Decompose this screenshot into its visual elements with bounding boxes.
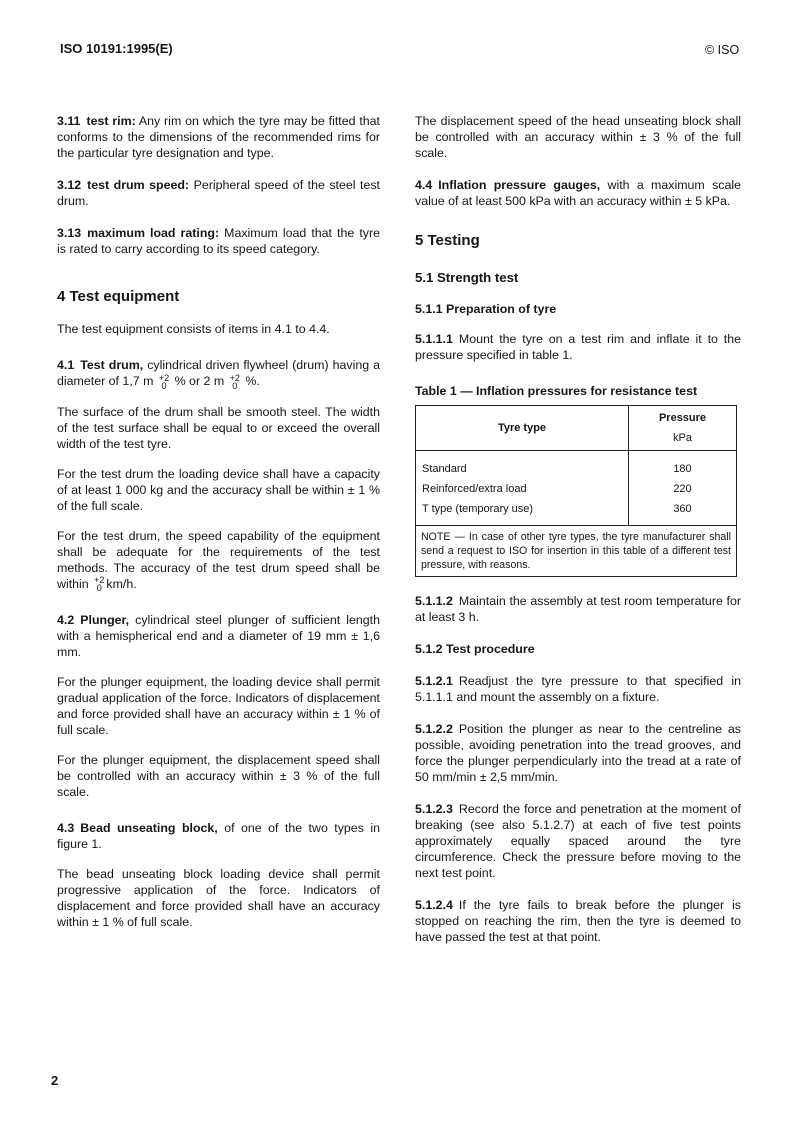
table-cell-pressure: 180 bbox=[673, 463, 692, 475]
copyright-mark: © ISO bbox=[705, 43, 740, 57]
clause-5-1-2-3: 5.1.2.3 Record the force and penetration at the moment of breaking (see also 5.1.2.7) at each of five test points approximately equally spaced around the tyre circumference. Check the pressure before moving to the next test point. bbox=[415, 802, 741, 880]
clause-4-1-para-2: For the test drum the loading device shall have a capacity of at least 1 000 kg and the accuracy shall be within ± 1 % of the full scale. bbox=[57, 466, 380, 513]
definition-3-13: 3.13 maximum load rating: Maximum load that the tyre is rated to carry according to its speed category. bbox=[57, 226, 380, 256]
section-5-1-heading: 5.1 Strength test bbox=[415, 270, 519, 285]
clause-5-1-2-2: 5.1.2.2 Position the plunger as near to the centreline as possible, avoiding penetration into the tread grooves, and force the plunger perpendicularly into the tread at a rate of 50 mm/min ± 2,5 mm/min. bbox=[415, 722, 741, 784]
table-1 bbox=[415, 405, 737, 577]
section-4-intro: The test equipment consists of items in 4.1 to 4.4. bbox=[57, 322, 330, 336]
table-column-pressure bbox=[629, 451, 737, 526]
table-cell-type: T type (temporary use) bbox=[422, 503, 534, 515]
right-column bbox=[415, 113, 741, 945]
tolerance-1: +2 0 bbox=[158, 372, 170, 391]
left-column bbox=[57, 113, 380, 930]
section-5-1-1-heading: 5.1.1 Preparation of tyre bbox=[415, 302, 557, 316]
tolerance-2: +2 0 bbox=[229, 372, 240, 391]
clause-4-3-para-2: The displacement speed of the head unseating block shall be controlled with an accuracy within ± 3 % of the full scale. bbox=[415, 114, 741, 160]
table-column-tyre-type bbox=[416, 451, 629, 526]
section-5-heading: 5 Testing bbox=[415, 232, 480, 249]
clause-5-1-1-1: 5.1.1.1 Mount the tyre on a test rim and inflate it to the pressure specified in table 1. bbox=[415, 332, 741, 362]
table-note: NOTE — In case of other tyre types, the tyre manufacturer shall send a request to ISO for insertion in this table of a different test pressure, with reasons. bbox=[416, 526, 737, 577]
table-cell-type: Standard bbox=[422, 463, 467, 475]
clause-4-2-para-1: For the plunger equipment, the loading device shall permit gradual application of the force. Indicators of displacement and force provided shall have an accuracy within ± 1 % of full scale. bbox=[57, 675, 380, 738]
definition-3-11: 3.11 test rim: Any rim on which the tyre may be fitted that conforms to the dimensions of the recommended rims for the particular tyre designation and type. bbox=[57, 114, 380, 160]
table-cell-pressure: 360 bbox=[673, 503, 692, 515]
table-header-pressure: Pressure kPa bbox=[629, 406, 737, 451]
tolerance-3: +2 0 bbox=[94, 575, 105, 594]
clause-4-3: 4.3 Bead unseating block, of one of the two types in figure 1. bbox=[57, 821, 380, 852]
section-4-heading: 4 Test equipment bbox=[57, 288, 180, 305]
clause-4-2-para-2: For the plunger equipment, the displacement speed shall be controlled with an accuracy within ± 3 % of the full scale. bbox=[57, 753, 380, 800]
clause-5-1-2-1: 5.1.2.1 Readjust the tyre pressure to that specified in 5.1.1.1 and mount the assembly on a fixture. bbox=[415, 674, 741, 704]
table-cell-pressure: 220 bbox=[673, 483, 692, 495]
page-number: 2 bbox=[51, 1073, 59, 1088]
clause-4-2: 4.2 Plunger, cylindrical steel plunger of sufficient length with a hemispherical end and a diameter of 19 mm ± 1,6 mm. bbox=[57, 613, 380, 660]
table-header-tyre-type: Tyre type bbox=[416, 406, 629, 451]
clause-4-4: 4.4 Inflation pressure gauges, with a maximum scale value of at least 500 kPa with an accuracy within ± 5 kPa. bbox=[415, 178, 741, 208]
definition-3-12: 3.12 test drum speed: Peripheral speed of the steel test drum. bbox=[57, 178, 380, 208]
table-cell-type: Reinforced/extra load bbox=[422, 483, 527, 495]
clause-5-1-1-2: 5.1.1.2 Maintain the assembly at test room temperature for at least 3 h. bbox=[415, 594, 741, 624]
clause-4-3-para-1: The bead unseating block loading device shall permit progressive application of the force. Indicators of displacement and force provided shall have an accuracy within ± 1 % of full scale. bbox=[57, 867, 380, 930]
document-id: ISO 10191:1995(E) bbox=[60, 41, 173, 56]
section-5-1-2-heading: 5.1.2 Test procedure bbox=[415, 642, 535, 656]
clause-4-1-para-3: For the test drum, the speed capability of the equipment shall be adequate for the requirements of the test methods. The accuracy of the test drum speed shall be within +2 0 km/h. bbox=[57, 528, 380, 594]
clause-4-1: 4.1 Test drum, cylindrical driven flywheel (drum) having a diameter of 1,7 m +2 0 % or 2 m +2 0 %. bbox=[57, 358, 380, 391]
clause-4-1-para-1: The surface of the drum shall be smooth steel. The width of the test surface shall be equal to or exceed the overall width of the test tyre. bbox=[57, 404, 380, 451]
clause-5-1-2-4: 5.1.2.4 If the tyre fails to break before the plunger is stopped on reaching the rim, then the tyre is deemed to have passed the test at that point. bbox=[415, 898, 741, 944]
table-1-title: Table 1 — Inflation pressures for resistance test bbox=[415, 384, 698, 398]
